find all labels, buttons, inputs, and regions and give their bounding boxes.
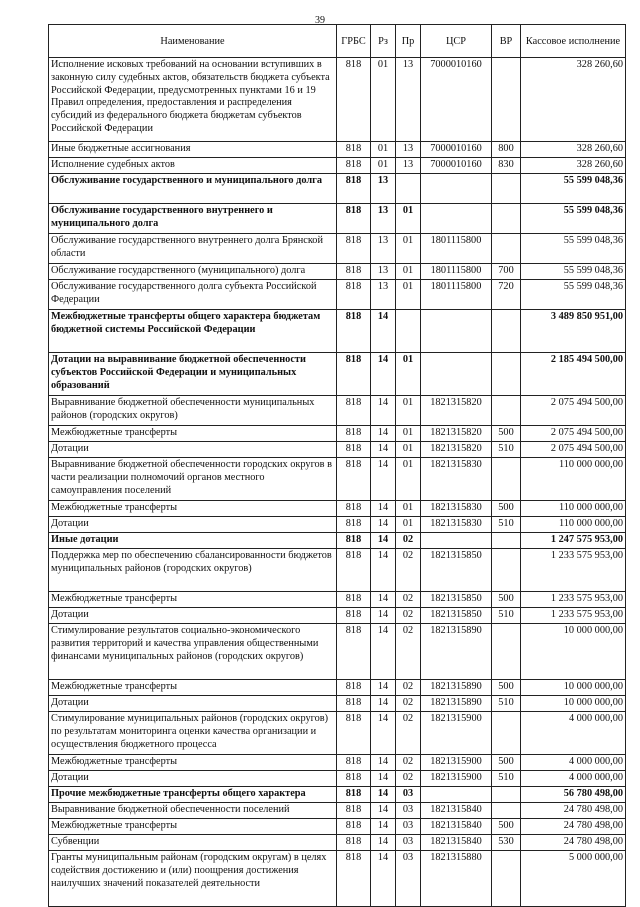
cell-vr [492, 310, 521, 353]
cell-sum: 55 599 048,36 [521, 280, 626, 310]
cell-csr: 1801115800 [421, 264, 492, 280]
cell-grbs: 818 [337, 280, 371, 310]
cell-rz: 14 [371, 696, 396, 712]
cell-csr: 1821315820 [421, 426, 492, 442]
table-row [49, 549, 626, 592]
cell-sum: 5 000 000,00 [521, 851, 626, 907]
cell-pr: 01 [396, 517, 421, 533]
cell-rz: 14 [371, 787, 396, 803]
cell-name: Обслуживание государственного внутреннего и муниципального долга [49, 204, 337, 234]
cell-csr: 1821315830 [421, 501, 492, 517]
cell-rz: 14 [371, 353, 396, 396]
cell-rz: 14 [371, 771, 396, 787]
cell-vr: 500 [492, 426, 521, 442]
table-row [49, 310, 626, 353]
cell-grbs: 818 [337, 533, 371, 549]
cell-vr [492, 396, 521, 426]
cell-vr [492, 353, 521, 396]
table-row [49, 264, 626, 280]
cell-vr [492, 712, 521, 755]
cell-rz: 13 [371, 264, 396, 280]
table-row [49, 353, 626, 396]
cell-grbs: 818 [337, 234, 371, 264]
cell-grbs: 818 [337, 803, 371, 819]
cell-rz: 14 [371, 396, 396, 426]
cell-pr: 02 [396, 696, 421, 712]
cell-pr: 01 [396, 264, 421, 280]
table-row [49, 696, 626, 712]
cell-sum: 1 247 575 953,00 [521, 533, 626, 549]
cell-csr: 1821315900 [421, 771, 492, 787]
cell-sum: 1 233 575 953,00 [521, 608, 626, 624]
cell-sum: 110 000 000,00 [521, 458, 626, 501]
cell-rz: 14 [371, 517, 396, 533]
cell-csr: 1821315830 [421, 458, 492, 501]
cell-vr: 510 [492, 771, 521, 787]
cell-csr: 1821315890 [421, 680, 492, 696]
cell-sum: 55 599 048,36 [521, 234, 626, 264]
cell-rz: 01 [371, 158, 396, 174]
cell-rz: 14 [371, 835, 396, 851]
cell-rz: 01 [371, 58, 396, 142]
cell-rz: 01 [371, 142, 396, 158]
cell-grbs: 818 [337, 58, 371, 142]
cell-rz: 13 [371, 280, 396, 310]
cell-grbs: 818 [337, 517, 371, 533]
cell-csr: 1821315840 [421, 819, 492, 835]
cell-grbs: 818 [337, 680, 371, 696]
cell-csr: 1821315830 [421, 517, 492, 533]
cell-csr: 1801115800 [421, 234, 492, 264]
cell-name: Межбюджетные трансферты [49, 755, 337, 771]
cell-sum: 110 000 000,00 [521, 517, 626, 533]
cell-csr: 1821315820 [421, 396, 492, 426]
cell-name: Выравнивание бюджетной обеспеченности городских округов в части реализации полномочий органов местного самоуправления поселений [49, 458, 337, 501]
table-row [49, 234, 626, 264]
cell-csr: 1821315900 [421, 712, 492, 755]
cell-rz: 14 [371, 592, 396, 608]
cell-vr: 830 [492, 158, 521, 174]
cell-sum: 2 185 494 500,00 [521, 353, 626, 396]
cell-pr: 01 [396, 204, 421, 234]
header-pr: Пр [396, 25, 421, 58]
cell-csr [421, 787, 492, 803]
table-body [49, 58, 626, 907]
cell-grbs: 818 [337, 549, 371, 592]
table-row [49, 396, 626, 426]
cell-vr: 510 [492, 696, 521, 712]
cell-rz: 14 [371, 680, 396, 696]
header-grbs: ГРБС [337, 25, 371, 58]
cell-name: Исполнение судебных актов [49, 158, 337, 174]
cell-rz: 13 [371, 204, 396, 234]
cell-name: Дотации на выравнивание бюджетной обеспеченности субъектов Российской Федерации и муниципальных образований [49, 353, 337, 396]
cell-vr: 530 [492, 835, 521, 851]
cell-rz: 14 [371, 458, 396, 501]
cell-vr: 700 [492, 264, 521, 280]
table-row [49, 771, 626, 787]
cell-rz: 13 [371, 174, 396, 204]
table-row [49, 204, 626, 234]
cell-name: Стимулирование муниципальных районов (городских округов) по результатам мониторинга оценки качества организации и осуществления бюджетного процесса [49, 712, 337, 755]
cell-name: Прочие межбюджетные трансферты общего характера [49, 787, 337, 803]
cell-csr: 1821315890 [421, 696, 492, 712]
cell-name: Обслуживание государственного (муниципального) долга [49, 264, 337, 280]
cell-sum: 1 233 575 953,00 [521, 592, 626, 608]
table-row [49, 517, 626, 533]
cell-name: Межбюджетные трансферты общего характера бюджетам бюджетной системы Российской Федерации [49, 310, 337, 353]
cell-csr: 1821315850 [421, 549, 492, 592]
cell-sum: 24 780 498,00 [521, 835, 626, 851]
cell-grbs: 818 [337, 608, 371, 624]
table-row [49, 819, 626, 835]
cell-name: Выравнивание бюджетной обеспеченности муниципальных районов (городских округов) [49, 396, 337, 426]
cell-rz: 14 [371, 442, 396, 458]
cell-name: Межбюджетные трансферты [49, 501, 337, 517]
table-row [49, 280, 626, 310]
cell-csr [421, 353, 492, 396]
cell-pr: 01 [396, 458, 421, 501]
cell-name: Дотации [49, 696, 337, 712]
cell-csr: 7000010160 [421, 158, 492, 174]
cell-pr: 01 [396, 353, 421, 396]
cell-sum: 55 599 048,36 [521, 204, 626, 234]
cell-name: Выравнивание бюджетной обеспеченности поселений [49, 803, 337, 819]
cell-rz: 14 [371, 755, 396, 771]
table-row [49, 58, 626, 142]
cell-pr: 02 [396, 712, 421, 755]
table-row [49, 608, 626, 624]
cell-csr: 1821315850 [421, 592, 492, 608]
cell-name: Дотации [49, 608, 337, 624]
header-rz: Рз [371, 25, 396, 58]
table-row [49, 174, 626, 204]
cell-rz: 14 [371, 608, 396, 624]
cell-rz: 14 [371, 851, 396, 907]
cell-rz: 13 [371, 234, 396, 264]
cell-pr: 02 [396, 771, 421, 787]
cell-sum: 3 489 850 951,00 [521, 310, 626, 353]
cell-vr [492, 533, 521, 549]
cell-pr: 01 [396, 396, 421, 426]
cell-vr: 500 [492, 680, 521, 696]
cell-name: Межбюджетные трансферты [49, 592, 337, 608]
cell-grbs: 818 [337, 755, 371, 771]
cell-rz: 14 [371, 803, 396, 819]
header-csr: ЦСР [421, 25, 492, 58]
cell-vr [492, 458, 521, 501]
cell-pr: 01 [396, 442, 421, 458]
table-row [49, 851, 626, 907]
cell-name: Иные дотации [49, 533, 337, 549]
cell-sum: 2 075 494 500,00 [521, 442, 626, 458]
table-row [49, 592, 626, 608]
cell-vr [492, 624, 521, 680]
cell-vr [492, 204, 521, 234]
header-name: Наименование [49, 25, 337, 58]
cell-sum: 2 075 494 500,00 [521, 426, 626, 442]
cell-vr [492, 549, 521, 592]
cell-pr: 03 [396, 851, 421, 907]
cell-sum: 55 599 048,36 [521, 264, 626, 280]
cell-rz: 14 [371, 533, 396, 549]
table-row [49, 442, 626, 458]
cell-rz: 14 [371, 712, 396, 755]
cell-pr: 01 [396, 426, 421, 442]
cell-pr: 03 [396, 787, 421, 803]
cell-name: Исполнение исковых требований на основании вступивших в законную силу судебных актов, обязательств бюджета субъекта Российской Федерации, предусмотренных пунктами 16 и 19 Правил определения, предоставления и распределения субсидий из федерального бюджета бюджетам субъектов Российской Федерации [49, 58, 337, 142]
cell-vr: 500 [492, 592, 521, 608]
cell-csr: 7000010160 [421, 142, 492, 158]
cell-grbs: 818 [337, 442, 371, 458]
cell-sum: 328 260,60 [521, 58, 626, 142]
cell-sum: 4 000 000,00 [521, 755, 626, 771]
table-row [49, 624, 626, 680]
cell-pr: 02 [396, 533, 421, 549]
cell-pr: 13 [396, 142, 421, 158]
cell-name: Обслуживание государственного внутреннего долга Брянской области [49, 234, 337, 264]
cell-pr: 01 [396, 501, 421, 517]
cell-name: Субвенции [49, 835, 337, 851]
cell-vr: 500 [492, 819, 521, 835]
cell-csr: 1821315850 [421, 608, 492, 624]
cell-sum: 110 000 000,00 [521, 501, 626, 517]
cell-csr: 7000010160 [421, 58, 492, 142]
cell-vr: 510 [492, 442, 521, 458]
cell-vr [492, 851, 521, 907]
cell-vr: 800 [492, 142, 521, 158]
cell-sum: 2 075 494 500,00 [521, 396, 626, 426]
cell-name: Гранты муниципальным районам (городским округам) в целях содействия достижению и (или) поощрения достижения наилучших значений показателей деятельности [49, 851, 337, 907]
cell-pr: 13 [396, 158, 421, 174]
cell-sum: 328 260,60 [521, 142, 626, 158]
cell-grbs: 818 [337, 592, 371, 608]
cell-pr: 02 [396, 608, 421, 624]
cell-vr: 500 [492, 755, 521, 771]
table-header-row [49, 25, 626, 58]
cell-grbs: 818 [337, 458, 371, 501]
cell-pr: 03 [396, 835, 421, 851]
cell-rz: 14 [371, 819, 396, 835]
page-number: 39 [315, 15, 325, 26]
cell-pr: 02 [396, 592, 421, 608]
cell-sum: 1 233 575 953,00 [521, 549, 626, 592]
table-row [49, 835, 626, 851]
cell-sum: 24 780 498,00 [521, 819, 626, 835]
header-cash-execution: Кассовое исполнение [521, 25, 626, 58]
cell-rz: 14 [371, 624, 396, 680]
cell-grbs: 818 [337, 264, 371, 280]
cell-vr: 500 [492, 501, 521, 517]
cell-grbs: 818 [337, 396, 371, 426]
cell-pr: 03 [396, 803, 421, 819]
cell-grbs: 818 [337, 158, 371, 174]
cell-sum: 4 000 000,00 [521, 712, 626, 755]
cell-grbs: 818 [337, 142, 371, 158]
cell-grbs: 818 [337, 624, 371, 680]
header-vr: ВР [492, 25, 521, 58]
cell-sum: 10 000 000,00 [521, 624, 626, 680]
cell-vr [492, 803, 521, 819]
cell-pr: 02 [396, 680, 421, 696]
cell-pr: 02 [396, 755, 421, 771]
cell-grbs: 818 [337, 353, 371, 396]
cell-sum: 55 599 048,36 [521, 174, 626, 204]
cell-csr [421, 310, 492, 353]
cell-rz: 14 [371, 426, 396, 442]
cell-vr: 510 [492, 608, 521, 624]
cell-grbs: 818 [337, 851, 371, 907]
cell-sum: 56 780 498,00 [521, 787, 626, 803]
cell-grbs: 818 [337, 696, 371, 712]
cell-vr: 510 [492, 517, 521, 533]
cell-grbs: 818 [337, 835, 371, 851]
cell-rz: 14 [371, 310, 396, 353]
cell-name: Обслуживание государственного и муниципального долга [49, 174, 337, 204]
table-row [49, 158, 626, 174]
table-row [49, 426, 626, 442]
cell-csr [421, 204, 492, 234]
cell-csr: 1821315900 [421, 755, 492, 771]
table-row [49, 712, 626, 755]
cell-name: Межбюджетные трансферты [49, 819, 337, 835]
table-row [49, 142, 626, 158]
cell-pr [396, 174, 421, 204]
table-row [49, 458, 626, 501]
cell-name: Межбюджетные трансферты [49, 680, 337, 696]
cell-name: Дотации [49, 771, 337, 787]
cell-sum: 4 000 000,00 [521, 771, 626, 787]
table-row [49, 755, 626, 771]
cell-csr: 1821315840 [421, 803, 492, 819]
cell-rz: 14 [371, 549, 396, 592]
cell-grbs: 818 [337, 310, 371, 353]
cell-pr: 03 [396, 819, 421, 835]
budget-table [48, 24, 626, 907]
cell-pr: 13 [396, 58, 421, 142]
cell-grbs: 818 [337, 501, 371, 517]
cell-grbs: 818 [337, 712, 371, 755]
cell-pr: 02 [396, 624, 421, 680]
cell-grbs: 818 [337, 787, 371, 803]
cell-vr [492, 234, 521, 264]
table-row [49, 803, 626, 819]
cell-csr [421, 174, 492, 204]
cell-grbs: 818 [337, 204, 371, 234]
cell-name: Обслуживание государственного долга субъекта Российской Федерации [49, 280, 337, 310]
table-row [49, 533, 626, 549]
cell-csr [421, 533, 492, 549]
cell-csr: 1821315840 [421, 835, 492, 851]
cell-pr: 01 [396, 280, 421, 310]
cell-pr [396, 310, 421, 353]
cell-name: Дотации [49, 442, 337, 458]
table-row [49, 501, 626, 517]
cell-vr [492, 58, 521, 142]
cell-grbs: 818 [337, 771, 371, 787]
cell-grbs: 818 [337, 426, 371, 442]
cell-sum: 10 000 000,00 [521, 696, 626, 712]
cell-vr: 720 [492, 280, 521, 310]
cell-name: Межбюджетные трансферты [49, 426, 337, 442]
table-row [49, 787, 626, 803]
cell-vr [492, 787, 521, 803]
cell-pr: 01 [396, 234, 421, 264]
cell-csr: 1821315890 [421, 624, 492, 680]
cell-name: Иные бюджетные ассигнования [49, 142, 337, 158]
cell-grbs: 818 [337, 819, 371, 835]
cell-name: Дотации [49, 517, 337, 533]
cell-vr [492, 174, 521, 204]
cell-name: Стимулирование результатов социально-экономического развития территорий и качества управления общественными финансами муниципальных районов (городских округов) [49, 624, 337, 680]
table-row [49, 680, 626, 696]
cell-sum: 24 780 498,00 [521, 803, 626, 819]
cell-csr: 1801115800 [421, 280, 492, 310]
cell-sum: 10 000 000,00 [521, 680, 626, 696]
cell-name: Поддержка мер по обеспечению сбалансированности бюджетов муниципальных районов (городских округов) [49, 549, 337, 592]
cell-csr: 1821315880 [421, 851, 492, 907]
cell-pr: 02 [396, 549, 421, 592]
cell-csr: 1821315820 [421, 442, 492, 458]
cell-rz: 14 [371, 501, 396, 517]
cell-grbs: 818 [337, 174, 371, 204]
cell-sum: 328 260,60 [521, 158, 626, 174]
